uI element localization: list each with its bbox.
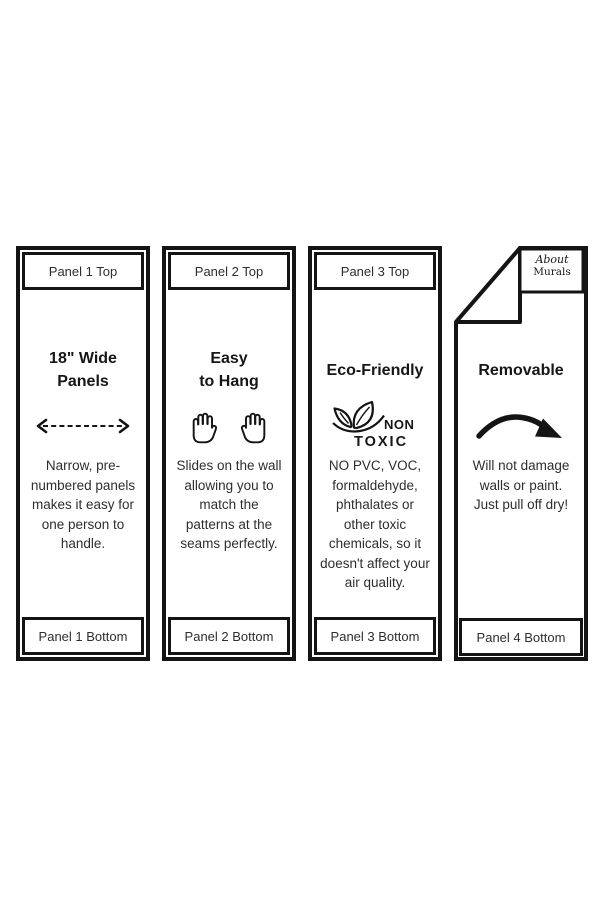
panel-1-bottom-label: Panel 1 Bottom — [38, 628, 128, 644]
panel-1 — [16, 246, 150, 661]
panel-1-body-text: Narrow, pre-numbered panels makes it easy for one person to handle. — [30, 458, 139, 551]
panel-2 — [162, 246, 296, 661]
dashed-width-arrow-icon — [20, 399, 146, 453]
panel-4-bottom-box — [459, 618, 583, 656]
curved-arrow-icon — [458, 399, 584, 453]
panel-4 — [454, 246, 588, 661]
panel-4-body-text: Will not damage walls or paint. Just pull off dry! — [472, 458, 574, 512]
panel-3-top-label: Panel 3 Top — [340, 263, 410, 279]
panel-3-top-box — [314, 252, 436, 290]
non-toxic-leaves-icon — [312, 399, 438, 453]
hand-left-icon — [188, 408, 218, 445]
panel-4-title: Removable — [478, 361, 564, 379]
panel-4-bottom-label: Panel 4 Bottom — [476, 629, 566, 645]
panel-1-bottom-box — [22, 617, 144, 655]
non-label: NON — [384, 417, 415, 432]
toxic-label: TOXIC — [354, 434, 409, 450]
panel-2-body-text: Slides on the wall allowing you to match the patterns at the seams perfectly. — [176, 458, 286, 551]
two-hands-icon — [166, 399, 292, 453]
aboutmurals-logo: About Murals — [533, 253, 571, 278]
fold-corner-icon — [456, 248, 520, 322]
hand-right-icon — [240, 408, 270, 445]
folded-page-outline — [454, 246, 588, 661]
panel-1-top-label: Panel 1 Top — [48, 263, 118, 279]
panel-1-top-box — [22, 252, 144, 290]
panel-2-title: Easy to Hang — [199, 350, 259, 390]
panel-1-title: 18" Wide Panels — [49, 350, 117, 390]
panel-3-title: Eco-Friendly — [326, 361, 424, 379]
leaves-icon — [331, 398, 387, 438]
panel-3-body-text: NO PVC, VOC, formaldehyde, phthalates or other toxic chemicals, so it doesn't affect your air quality. — [320, 458, 434, 590]
panel-2-bottom-label: Panel 2 Bottom — [184, 628, 274, 644]
panel-3-bottom-label: Panel 3 Bottom — [330, 628, 420, 644]
panel-3 — [308, 246, 442, 661]
panel-3-bottom-box — [314, 617, 436, 655]
panel-2-top-box — [168, 252, 290, 290]
panel-2-top-label: Panel 2 Top — [194, 263, 264, 279]
panel-2-bottom-box — [168, 617, 290, 655]
